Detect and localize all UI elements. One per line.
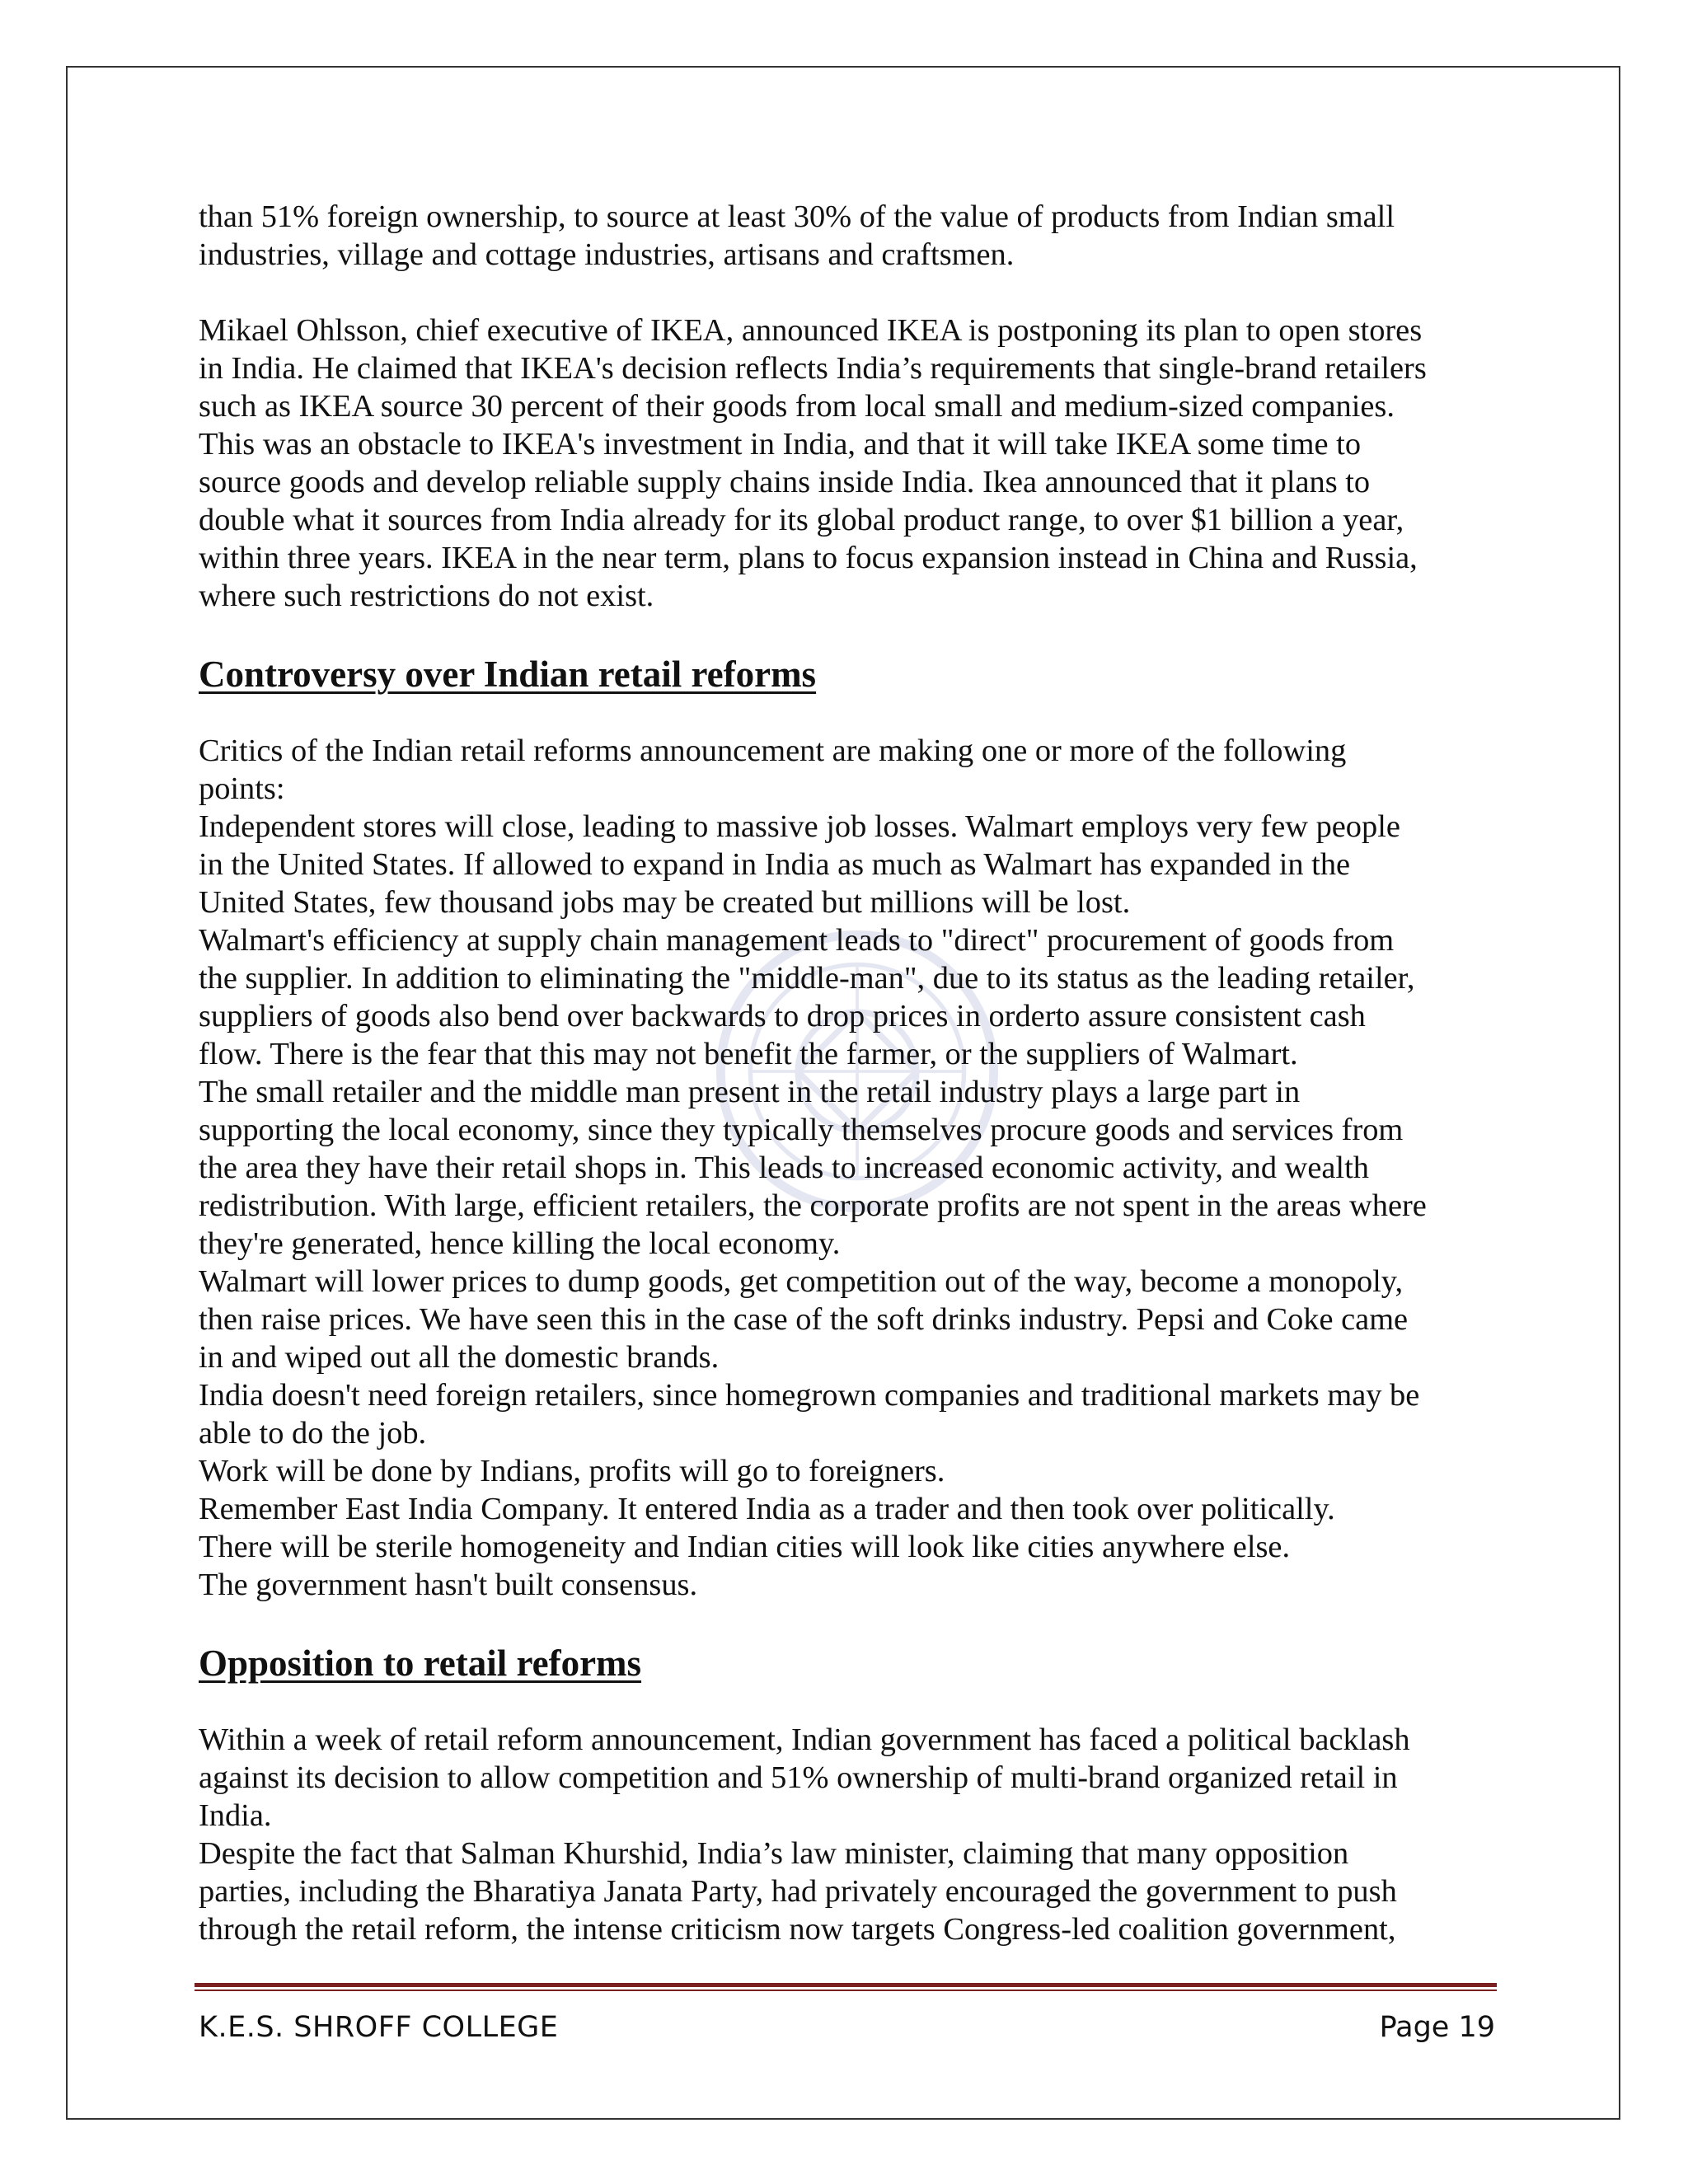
text-line: flow. There is the fear that this may not benefit the farmer, or the suppliers of Walmart. <box>199 1037 1298 1071</box>
text-line: within three years. IKEA in the near term, plans to focus expansion instead in China and Russia, <box>199 541 1418 575</box>
text-line: India doesn't need foreign retailers, since homegrown companies and traditional markets may be <box>199 1378 1420 1413</box>
text-line: Remember East India Company. It entered India as a trader and then took over politically. <box>199 1492 1335 1526</box>
text-line: source goods and develop reliable supply chains inside India. Ikea announced that it plans to <box>199 465 1371 499</box>
footer-rule-thin <box>195 1990 1497 1991</box>
footer-rule <box>195 1983 1497 1987</box>
text-line: industries, village and cottage industries, artisans and craftsmen. <box>199 237 1015 272</box>
text-line: able to do the job. <box>199 1416 427 1451</box>
footer-college-name: K.E.S. SHROFF COLLEGE <box>199 2011 559 2044</box>
text-line: the supplier. In addition to eliminating the "middle-man", due to its status as the leading retailer, <box>199 961 1415 996</box>
text-line: in India. He claimed that IKEA's decision reflects India’s requirements that single-brand retailers <box>199 351 1427 386</box>
text-line: The government hasn't built consensus. <box>199 1568 698 1602</box>
text-line: supporting the local economy, since they typically themselves procure goods and services from <box>199 1113 1404 1147</box>
text-line: Walmart's efficiency at supply chain management leads to "direct" procurement of goods from <box>199 923 1395 958</box>
text-line: There will be sterile homogeneity and Indian cities will look like cities anywhere else. <box>199 1530 1291 1564</box>
text-line: they're generated, hence killing the local economy. <box>199 1226 841 1261</box>
text-line: Despite the fact that Salman Khurshid, India’s law minister, claiming that many opposition <box>199 1836 1349 1871</box>
footer-page-number: Page 19 <box>1379 2011 1495 2044</box>
text-line: in the United States. If allowed to expand in India as much as Walmart has expanded in the <box>199 847 1351 882</box>
text-line: where such restrictions do not exist. <box>199 579 654 613</box>
text-line: than 51% foreign ownership, to source at least 30% of the value of products from Indian small <box>199 199 1395 234</box>
text-line: United States, few thousand jobs may be created but millions will be lost. <box>199 885 1131 920</box>
text-line: India. <box>199 1798 272 1833</box>
paragraph-critics <box>199 732 1501 1604</box>
section-heading-opposition: Opposition to retail reforms <box>199 1643 642 1684</box>
text-line: Within a week of retail reform announcement, Indian government has faced a political backlash <box>199 1722 1410 1757</box>
text-line: through the retail reform, the intense criticism now targets Congress-led coalition government, <box>199 1912 1396 1947</box>
text-line: such as IKEA source 30 percent of their goods from local small and medium-sized companies. <box>199 389 1395 424</box>
section-heading-controversy: Controversy over Indian retail reforms <box>199 654 817 695</box>
text-line: Mikael Ohlsson, chief executive of IKEA, announced IKEA is postponing its plan to open stores <box>199 313 1423 348</box>
text-line: points: <box>199 771 285 806</box>
text-line: Work will be done by Indians, profits will go to foreigners. <box>199 1454 945 1488</box>
text-line: the area they have their retail shops in. This leads to increased economic activity, and wealth <box>199 1151 1369 1185</box>
text-line: in and wiped out all the domestic brands. <box>199 1340 720 1375</box>
text-line: Walmart will lower prices to dump goods, get competition out of the way, become a monopoly, <box>199 1264 1404 1299</box>
text-line: against its decision to allow competition and 51% ownership of multi-brand organized retail in <box>199 1760 1398 1795</box>
paragraph-foreign-ownership <box>199 198 1501 274</box>
text-line: This was an obstacle to IKEA's investment in India, and that it will take IKEA some time to <box>199 427 1362 462</box>
text-line: then raise prices. We have seen this in the case of the soft drinks industry. Pepsi and Coke came <box>199 1302 1409 1337</box>
text-line: Critics of the Indian retail reforms announcement are making one or more of the following <box>199 733 1347 768</box>
text-line: redistribution. With large, efficient retailers, the corporate profits are not spent in the areas where <box>199 1188 1427 1223</box>
paragraph-opposition <box>199 1721 1501 1948</box>
text-line: suppliers of goods also bend over backwards to drop prices in orderto assure consistent cash <box>199 999 1366 1033</box>
text-line: The small retailer and the middle man present in the retail industry plays a large part in <box>199 1075 1301 1109</box>
text-line: parties, including the Bharatiya Janata Party, had privately encouraged the government to push <box>199 1874 1397 1909</box>
document-body <box>199 198 1501 1948</box>
paragraph-ikea <box>199 312 1501 615</box>
text-line: Independent stores will close, leading to massive job losses. Walmart employs very few people <box>199 809 1400 844</box>
text-line: double what it sources from India already for its global product range, to over $1 billion a year, <box>199 503 1404 537</box>
